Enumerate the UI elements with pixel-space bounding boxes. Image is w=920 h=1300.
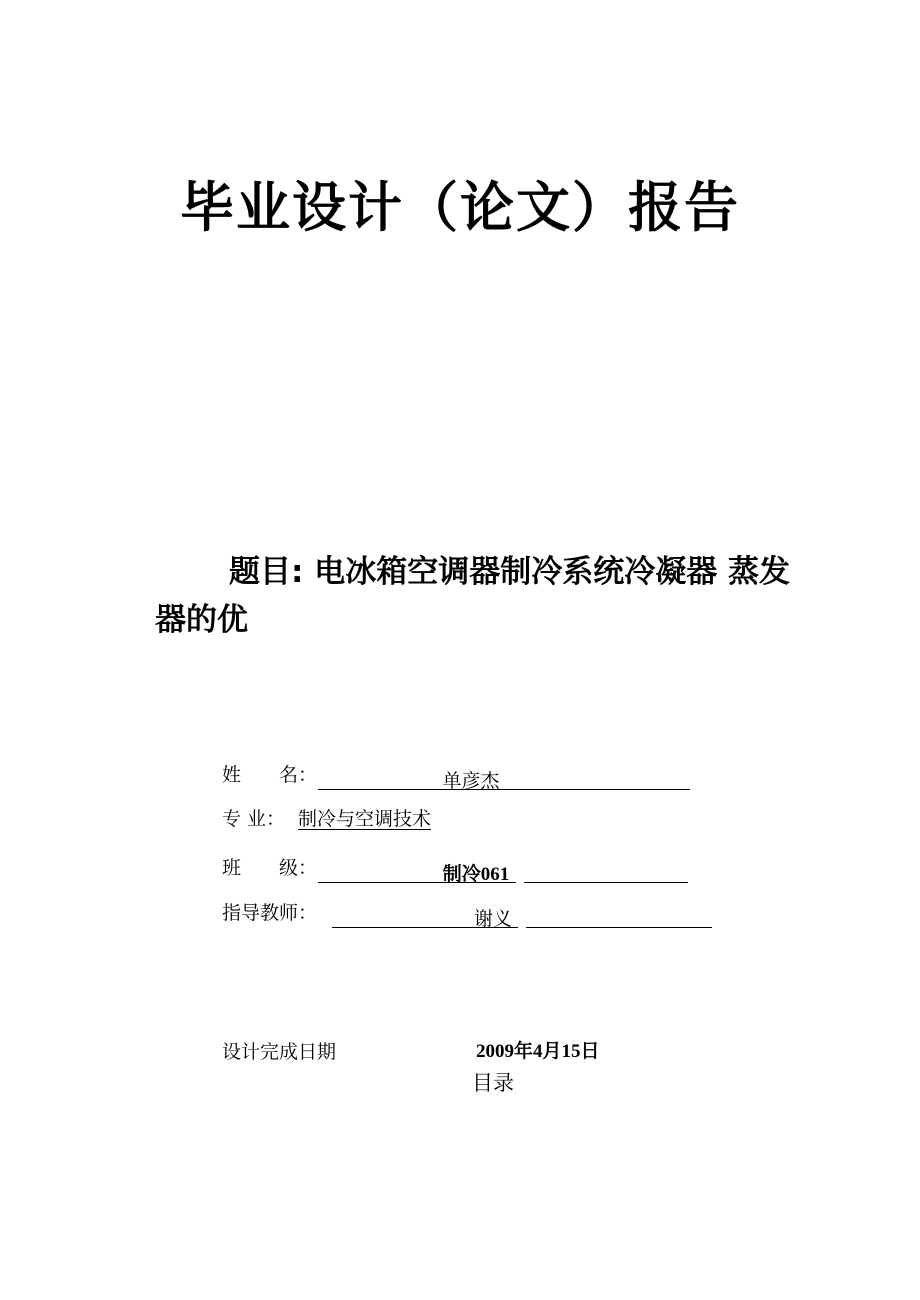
subject-line-1: 题目: 电冰箱空调器制冷系统冷凝器 蒸发 xyxy=(229,554,790,590)
major-value: 制冷与空调技术 xyxy=(298,808,432,830)
name-value xyxy=(436,767,506,790)
completion-date-label: 设计完成日期 xyxy=(222,1041,337,1063)
class-blank-left xyxy=(318,860,436,883)
advisor-value-text: 谢义 xyxy=(473,909,512,930)
name-row xyxy=(222,760,690,790)
advisor-blank-left xyxy=(332,905,468,928)
major-row xyxy=(222,804,431,834)
advisor-label: 指导教师： xyxy=(222,902,318,924)
thesis-subject xyxy=(155,548,845,644)
advisor-blank-right xyxy=(526,905,712,928)
subject-line-2: 器的优 xyxy=(155,602,248,638)
toc-title: 目录 xyxy=(472,1071,514,1095)
class-label: 班 级： xyxy=(222,857,318,879)
advisor-row xyxy=(222,898,712,928)
name-blank-left xyxy=(318,767,436,790)
class-blank-right xyxy=(524,860,688,883)
document-title: 毕业设计（论文）报告 xyxy=(180,176,740,239)
advisor-value xyxy=(468,905,518,928)
name-value-text: 单彦杰 xyxy=(442,771,500,792)
name-label: 姓 名： xyxy=(222,764,318,786)
major-label: 专 业： xyxy=(222,808,286,830)
name-blank-right xyxy=(506,767,690,790)
class-value-text: 制冷061 xyxy=(442,864,510,885)
class-value xyxy=(436,860,516,883)
completion-date: 2009年4月15日 xyxy=(476,1041,600,1062)
class-row xyxy=(222,853,688,883)
